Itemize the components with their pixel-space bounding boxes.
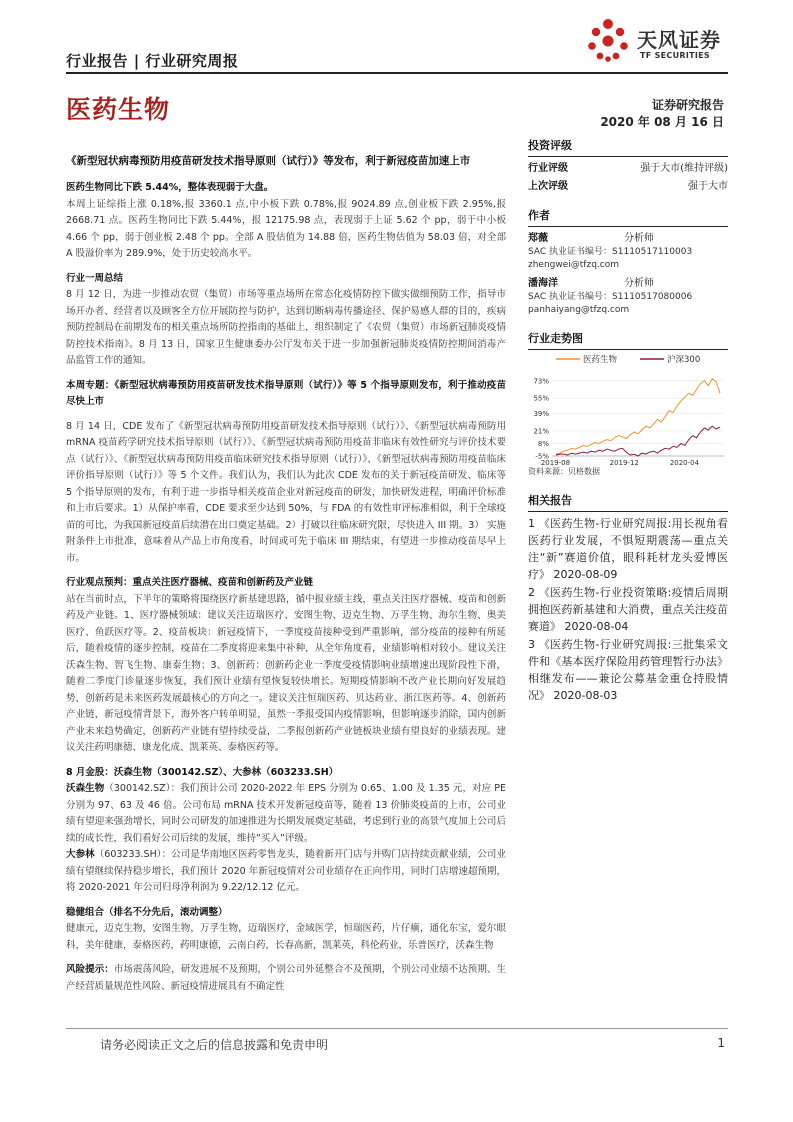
- y-tick-label: 73%: [533, 377, 549, 386]
- related-item-title[interactable]: 2 《医药生物-行业投资策略:疫情后周期拥抱医药新基建和大消费，重点关注疫苗赛道》: [528, 586, 728, 633]
- section-market: [66, 180, 506, 263]
- author-cert: SAC 执业证书编号：S1110517110003: [528, 247, 693, 257]
- report-date: 2020 年 08 月 16 日: [600, 115, 724, 129]
- related-list: [528, 515, 728, 704]
- y-tick-label: 8%: [537, 439, 549, 448]
- outlook-title: 行业观点预判：重点关注医疗器械、疫苗和创新药及产业链: [66, 577, 314, 588]
- risk-title: 风险提示：: [66, 964, 114, 975]
- section-golden-stocks: [66, 765, 506, 897]
- brand-name-cn: 天风证券: [637, 28, 721, 52]
- series-line-medicine: [556, 379, 720, 454]
- author-name: 潘海洋: [528, 278, 558, 289]
- y-tick-label: 55%: [533, 394, 549, 403]
- author-cert: SAC 执业证书编号：S1110517080006: [528, 292, 693, 302]
- portfolio-text: 健康元，迈克生物，安图生物，万孚生物，迈瑞医疗，金域医学，恒瑞医药，片仔癀，通化东宝，爱尔眼科，美年健康，泰格医药，药明康德，云南白药，长春高新，凯莱英，科伦药业，乐普医疗，沃森生物: [66, 923, 506, 951]
- series-line-csi300: [556, 426, 720, 456]
- author-role: 分析师: [624, 233, 654, 244]
- x-tick-label: 2019-12: [609, 459, 639, 466]
- author-email[interactable]: panhaiyang@tfzq.com: [528, 305, 630, 315]
- industry-rating-label: 行业评级: [528, 163, 568, 174]
- market-title: 医药生物同比下跌 5.44%，整体表现弱于大盘。: [66, 182, 274, 193]
- section-topic-body: [66, 419, 506, 568]
- author-2: [528, 276, 728, 317]
- related-item-date: 2020-08-03: [553, 689, 618, 702]
- y-tick-label: 39%: [533, 410, 549, 419]
- stock-walvax-text: 我们预计公司 2020-2022 年 EPS 分别为 0.65、1.00 及 1.35 元，对应 PE 分别为 97、63 及 46 倍。公司布局 mRNA 技术开发新冠疫苗等，随着 13 价肺炎疫苗的上市，公司业绩有望迎来强劲增长，同时公司研发的加速推进为长期发展奠定基础，考虑到行业的高景气度加上公司后续的成长性，我们看好公司后续的发展，维持“买入”评级。: [66, 783, 506, 844]
- rating-header: 投资评级: [528, 137, 728, 157]
- market-text: 本周上证综指上涨 0.18%,报 3360.1 点,中小板下跌 0.78%,报 9024.89 点,创业板下跌 2.95%,报 2668.71 点。医药生物同比下跌 5.44%，报 12175.98 点，表现弱于上证 5.62 个 pp，弱于中小板 4.66 个 pp，弱于创业板 2.48 个 pp。全部 A 股估值为 14.88 倍，医药生物估值为 58.03 倍，对全部 A 股溢价率为 289.9%，处于历史较高水平。: [66, 198, 506, 259]
- golden-stocks-title: 8 月金股：沃森生物（300142.SZ）、大参林（603233.SH）: [66, 766, 339, 778]
- report-type: 证券研究报告: [651, 98, 724, 112]
- section-outlook: [66, 575, 506, 757]
- author-box: [528, 207, 728, 317]
- topic-text: 8 月 14 日，CDE 发布了《新型冠状病毒预防用疫苗研发技术指导原则（试行）》、《新型冠状病毒预防用 mRNA 疫苗药学研究技术指导原则（试行）》、《新型冠状病毒预防用疫苗非临床有效性研究与评价技术要点（试行）》、《新型冠状病毒预防用疫苗临床研究技术指导原则（试行）》、《新型冠状病毒预防用疫苗临床评价指导原则（试行）》等 5 个文件。我们认为，我们认为此次 CDE 发布的关于新冠疫苗研发、临床等 5 个指导原则的发布，有利于进一步指导相关疫苗企业对新冠疫苗的研发，加快研发进程，明确评价标准和上市后要求。1）从保护率看，CDE 要求至少达到 50%，与 FDA 的有效性审评标准相似，利于全球疫苗的可比，为我国新冠疫苗后续潜在出口奠定基础。2）打破以往临床研究限，尽快进入 III 期。3） 实施附条件上市批准，意味着从产品上市角度看，时间或可先于临床 III 期结束，有望进一步推动疫苗尽早上市。: [66, 420, 506, 564]
- report-series: 行业报告 | 行业研究周报: [66, 52, 239, 70]
- trend-chart: [528, 348, 728, 466]
- footer-disclaimer: 请务必阅读正文之后的信息披露和免责申明: [100, 1038, 329, 1052]
- tf-logo-icon: [585, 18, 631, 64]
- footer-rule: [66, 1028, 728, 1029]
- chart-source: 资料来源：贝格数据: [528, 467, 600, 476]
- stock-dashenlin-code: （603233.SH）：: [94, 849, 172, 860]
- author-email[interactable]: zhengwei@tfzq.com: [528, 260, 619, 270]
- prev-rating-label: 上次评级: [528, 181, 568, 192]
- header-rule: [66, 72, 728, 74]
- page-number: 1: [717, 1036, 725, 1050]
- section-topic: [66, 378, 506, 411]
- rating-box: [528, 137, 728, 196]
- related-box: [528, 492, 728, 705]
- stock-dashenlin-name: 大参林: [66, 849, 95, 860]
- related-item[interactable]: [528, 636, 728, 704]
- y-tick-label: -5%: [535, 452, 549, 461]
- report-headline: 《新型冠状病毒预防用疫苗研发技术指导原则（试行）》等发布，利于新冠疫苗加速上市: [66, 155, 471, 167]
- section-risk: [66, 962, 506, 995]
- related-item-title[interactable]: 3 《医药生物-行业研究周报:三批集采文件和《基本医疗保险用药管理暂行办法》相继发布——兼论公募基金重仓持股情况》: [528, 638, 728, 702]
- trend-box: [528, 330, 728, 350]
- related-item[interactable]: [528, 584, 728, 635]
- author-1: [528, 231, 728, 272]
- stock-walvax-code: （300142.SZ）：: [104, 783, 181, 794]
- topic-title: 本周专题：《新型冠状病毒预防用疫苗研发技术指导原则（试行）》等 5 个指导原则发布，利于推动疫苗尽快上市: [66, 379, 506, 407]
- industry-rating-row: [528, 160, 728, 178]
- weekly-summary-title: 行业一周总结: [66, 272, 124, 284]
- stock-walvax-name: 沃森生物: [66, 783, 105, 794]
- stock-dashenlin-text: 公司是华南地区医药零售龙头，随着新开门店与并购门店持续贡献业绩，公司业绩有望继续保持稳步增长，我们预计 2020 年新冠疫情对公司业绩存在正向作用，同时门店增速超预期，将 2020-2021 年公司归母净利润为 9.22/12.12 亿元。: [66, 849, 506, 893]
- section-weekly-summary: [66, 271, 506, 370]
- prev-rating-row: [528, 178, 728, 196]
- x-tick-label: 2020-04: [669, 459, 700, 466]
- related-item-date: 2020-08-04: [564, 620, 629, 633]
- related-item-date: 2020-08-09: [553, 568, 618, 581]
- outlook-text: 站在当前时点，下半年的策略将围绕医疗新基建思路，循中报业绩主线，重点关注医疗器械、疫苗和创新药及产业链。1、医疗器械领域：建议关注迈瑞医疗、安图生物、迈克生物、万孚生物、海尔生物、奥美医疗、鱼跃医疗等。2、疫苗板块：新冠疫情下，一季度疫苗接种受到严重影响，部分疫苗的接种有所延后，随着疫情的逐步控制，疫苗在二季度将迎来集中补种，从全年角度看，业绩影响相对较小。建议关注沃森生物、智飞生物、康泰生物；3、创新药：创新药企业一季度受疫情影响业绩增速出现阶段性下滑，随着二季度门诊量逐步恢复，我们预计业绩有望恢复较快增长。短期疫情影响不改产业长期向好发展趋势，创新药是未来医药发展最核心的方向之一。建议关注恒瑞医药、贝达药业、浙江医药等。4、创新药产业链，新冠疫情背景下，海外客户转单明显，虽然一季报受国内疫情影响，但影响逐步消除，国内创新产业未来趋势确定，创新药产业链有望持续受益，二季报创新药产业链板块业绩有望良好的业绩表现。建议关注药明康德、康龙化成、凯莱英、泰格医药等。: [66, 593, 506, 753]
- industry-rating-value: 强于大市(维持评级): [640, 163, 728, 174]
- legend-label-medicine: 医药生物: [583, 355, 618, 365]
- author-header: 作者: [528, 207, 728, 227]
- section-portfolio: [66, 905, 506, 955]
- author-role: 分析师: [624, 278, 654, 289]
- risk-text: 市场震荡风险，研发进展不及预期，个别公司外延整合不及预期，个别公司业绩不达预期、生产经营质量规范性风险、新冠疫情进展具有不确定性: [66, 964, 506, 992]
- related-item[interactable]: [528, 515, 728, 583]
- prev-rating-value: 强于大市: [688, 181, 728, 192]
- related-item-title[interactable]: 1 《医药生物-行业研究周报:用长视角看医药行业发展，不惧短期震荡—重点关注“新”赛道价值，眼科耗材龙头爱博医疗》: [528, 517, 728, 581]
- trend-header: 行业走势图: [528, 330, 728, 350]
- legend-label-csi300: 沪深300: [667, 355, 701, 365]
- author-name: 郑薇: [528, 233, 548, 244]
- brand-name-en: TF SECURITIES: [640, 51, 710, 60]
- x-tick-label: 2019-08: [540, 459, 571, 466]
- related-header: 相关报告: [528, 492, 728, 512]
- industry-title: 医药生物: [66, 95, 171, 124]
- weekly-summary-text: 8 月 12 日，为进一步推动农贸（集贸）市场等重点场所在常态化疫情防控下做实做细预防工作，指导市场开办者、经营者以及顾客全方位开展防控与防护，达到切断病毒传播途径、保护易感人群的目的，疾病预防控制局在前期发布的相关重点场所防控指南的基础上，组织制定了《农贸（集贸）市场新冠肺炎疫情防控技术指南》。8 月 13 日，国家卫生健康委办公厅发布关于进一步加强新冠肺炎疫情防控期间消毒产品监管工作的通知。: [66, 289, 506, 366]
- main-body: [66, 180, 506, 1003]
- y-tick-label: 21%: [533, 427, 549, 436]
- portfolio-title: 稳健组合（排名不分先后，滚动调整）: [66, 906, 228, 918]
